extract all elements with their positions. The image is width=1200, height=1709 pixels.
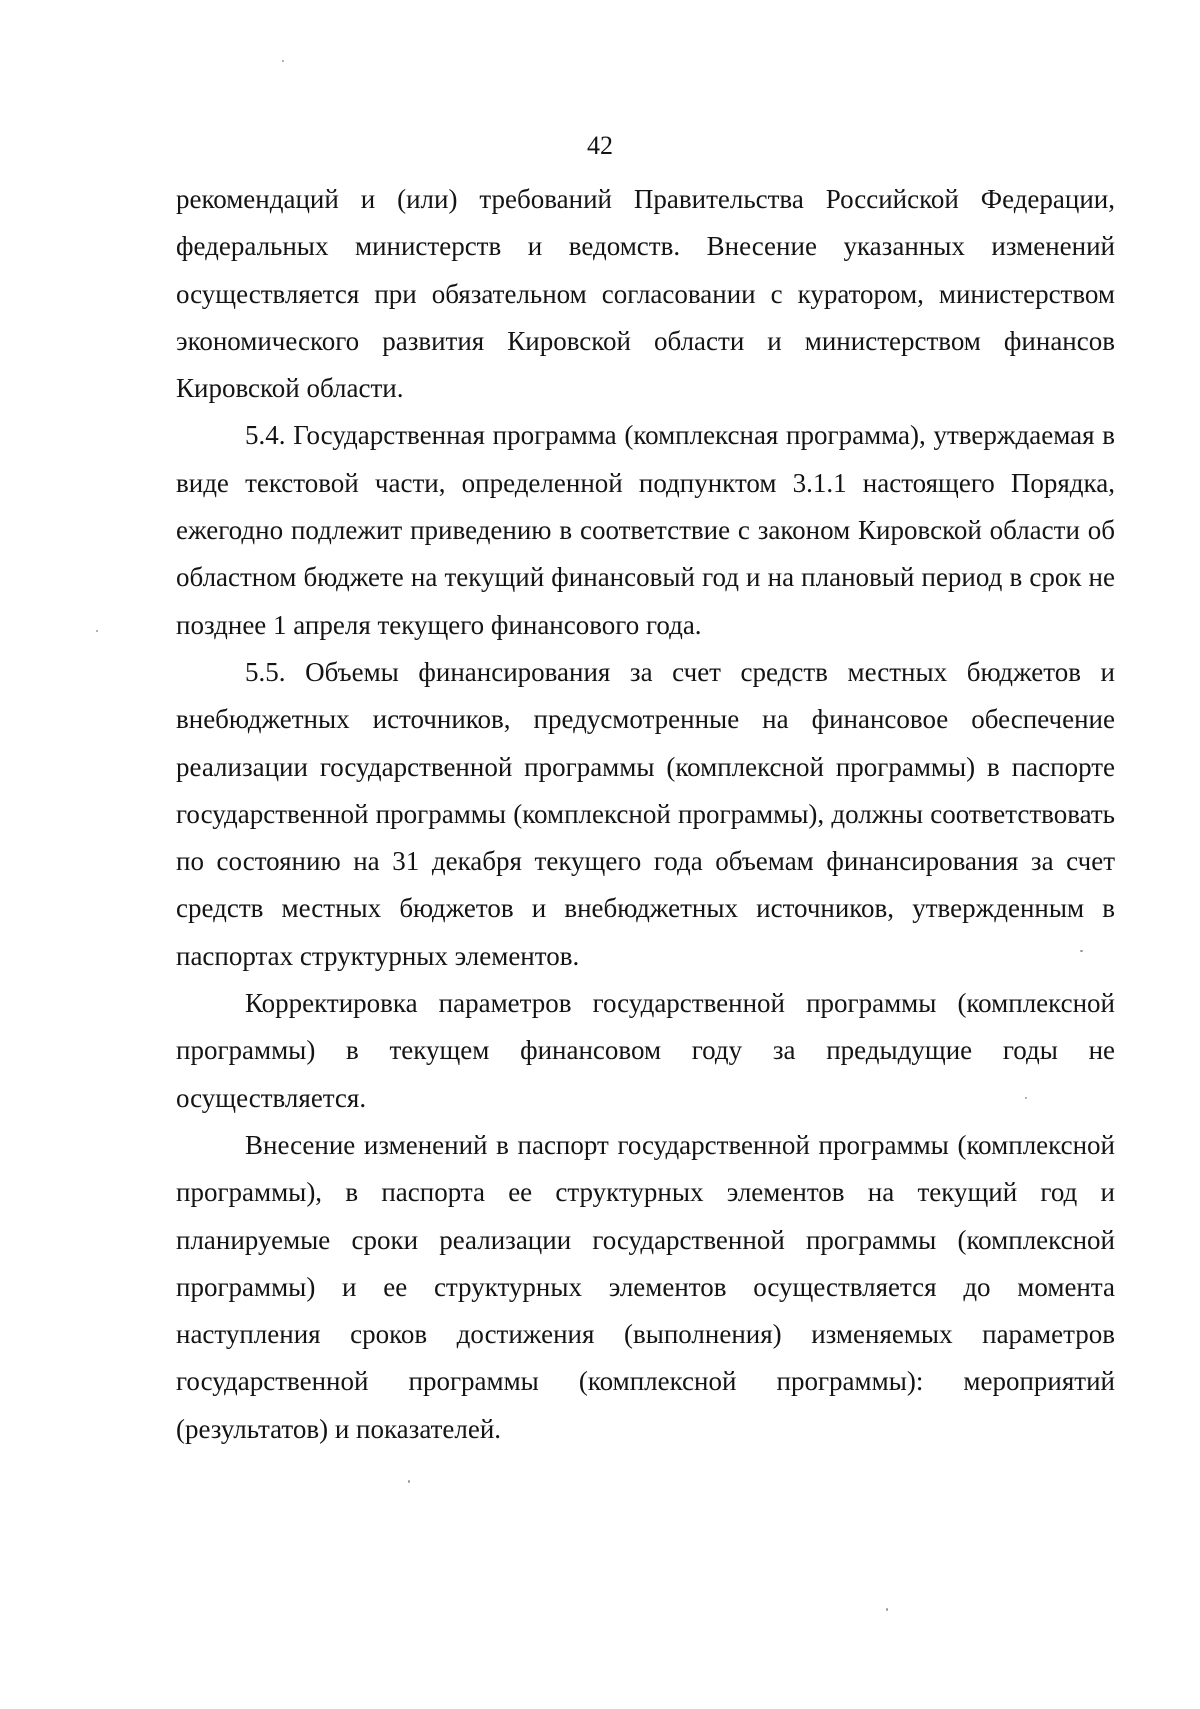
scan-speck xyxy=(1080,950,1083,952)
scan-speck xyxy=(282,60,284,62)
scan-speck xyxy=(408,1480,410,1483)
scan-speck xyxy=(1025,1097,1027,1099)
paragraph-5-5: 5.5. Объемы финансирования за счет средств местных бюджетов и внебюджетных источников, предусмотренные на финансовое обеспечение реализации государственной программы (комплексной программы) в паспорте государственной программы (комплексной программы), должны соответствовать по состоянию на 31 декабря текущего года объемам финансирования за счет средств местных бюджетов и внебюджетных источников, утвержденным в паспортах структурных элементов. xyxy=(176,656,1115,971)
scan-speck xyxy=(886,1608,888,1611)
paragraph-5-4: 5.4. Государственная программа (комплексная программа), утверждаемая в виде текстовой части, определенной подпунктом 3.1.1 настоящего Порядка, ежегодно подлежит приведению в соответствие с законом Кировской области об областном бюджете на текущий финансовый год и на плановый период в срок не позднее 1 апреля текущего финансового года. xyxy=(176,420,1115,640)
paragraph-continuation: рекомендаций и (или) требований Правительства Российской Федерации, федеральных министерств и ведомств. Внесение указанных изменений осуществляется при обязательном согласовании с куратором, министерством экономического развития Кировской области и министерством финансов Кировской области. xyxy=(176,184,1115,404)
paragraph-correction: Корректировка параметров государственной программы (комплексной программы) в текущем финансовом году за предыдущие годы не осуществляется. xyxy=(176,988,1115,1113)
scan-speck xyxy=(96,630,98,632)
page-number: 42 xyxy=(587,131,613,160)
paragraph-amendments: Внесение изменений в паспорт государственной программы (комплексной программы), в паспорта ее структурных элементов на текущий год и планируемые сроки реализации государственной программы (комплексной программы) и ее структурных элементов осуществляется до момента наступления сроков достижения (выполнения) изменяемых параметров государственной программы (комплексной программы): мероприятий (результатов) и показателей. xyxy=(176,1129,1115,1444)
document-body xyxy=(176,176,1115,1453)
